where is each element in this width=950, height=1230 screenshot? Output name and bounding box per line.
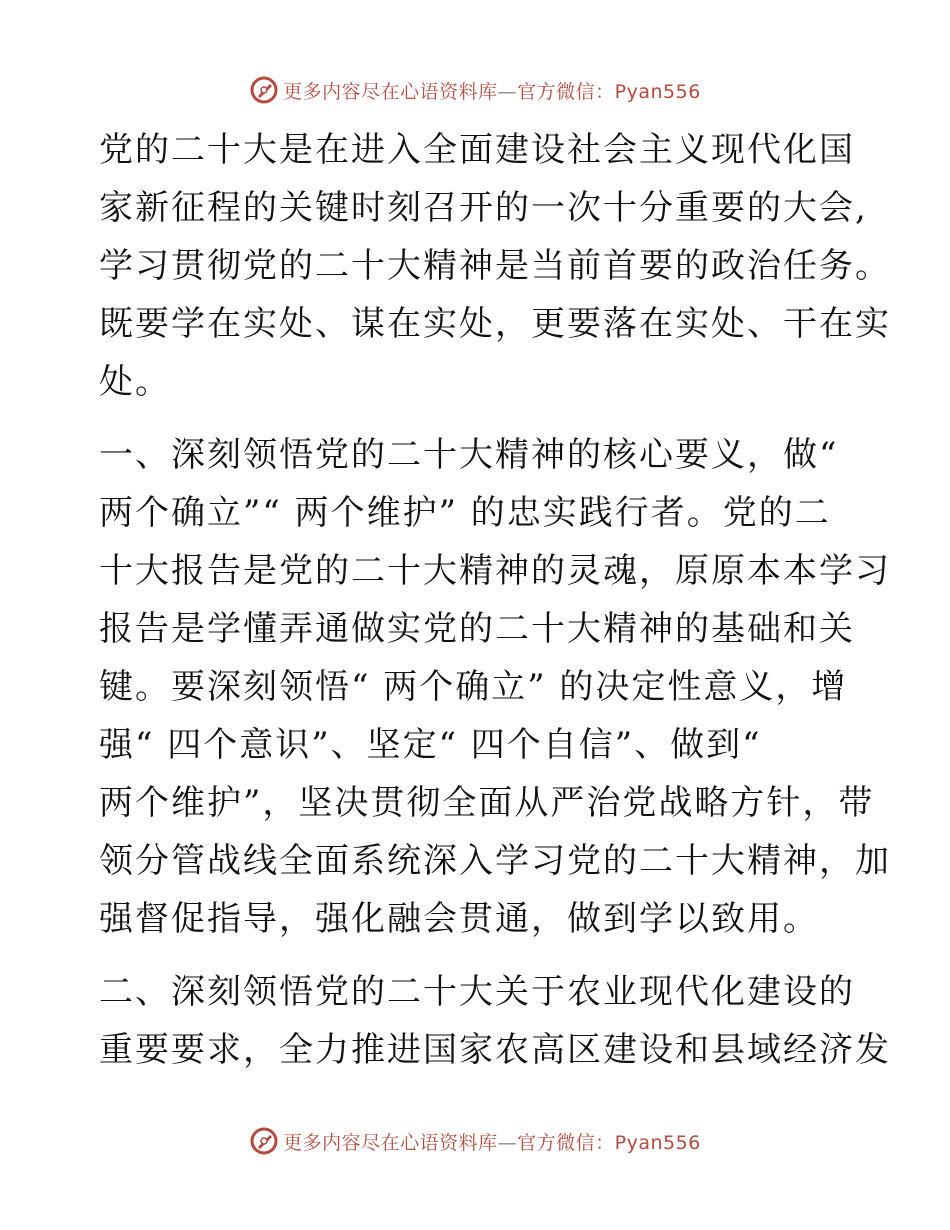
- text-line: 报告是学懂弄通做实党的二十大精神的基础和关: [99, 609, 855, 649]
- footer-banner: [0, 1121, 950, 1161]
- header-banner-sep: —: [497, 80, 518, 103]
- footer-banner-main: 更多内容尽在心语资料库: [283, 1131, 498, 1154]
- text-line: 二、深刻领悟党的二十大关于农业现代化建设的: [99, 972, 855, 1012]
- text-line: 两个确立”“ 两个维护” 的忠实践行者。党的二: [99, 493, 831, 533]
- text-line: 处。: [99, 362, 171, 402]
- text-line: 强督促指导，强化融会贯通，做到学以致用。: [99, 899, 819, 939]
- document-body: [99, 121, 891, 1079]
- header-banner: [0, 70, 950, 110]
- footer-banner-wechat: 官方微信：Pyan556: [517, 1131, 701, 1154]
- text-line: 家新征程的关键时刻召开的一次十分重要的大会,: [99, 188, 868, 228]
- text-line: 强“ 四个意识”、坚定“ 四个自信”、做到“: [99, 725, 762, 765]
- paragraph-section-1: [99, 426, 891, 948]
- footer-banner-sep: —: [497, 1131, 518, 1154]
- text-line: 键。要深刻领悟“ 两个确立” 的决定性意义，增: [99, 667, 848, 707]
- pen-logo-icon: [249, 75, 279, 105]
- text-line: 领分管战线全面系统深入学习党的二十大精神，加: [99, 841, 891, 881]
- pen-logo-icon: [249, 1126, 279, 1156]
- paragraph-intro: [99, 121, 891, 411]
- footer-banner-text: [283, 1128, 701, 1155]
- text-line: 党的二十大是在进入全面建设社会主义现代化国: [99, 130, 855, 170]
- paragraph-section-2: [99, 963, 891, 1079]
- text-line: 两个维护”，坚决贯彻全面从严治党战略方针，带: [99, 783, 875, 823]
- text-line: 十大报告是党的二十大精神的灵魂，原原本本学习: [99, 551, 891, 591]
- header-banner-text: [283, 77, 701, 104]
- text-line: 学习贯彻党的二十大精神是当前首要的政治任务。: [99, 246, 891, 286]
- header-banner-main: 更多内容尽在心语资料库: [283, 80, 498, 103]
- text-line: 一、深刻领悟党的二十大精神的核心要义，做“: [99, 435, 839, 475]
- header-banner-wechat: 官方微信：Pyan556: [517, 80, 701, 103]
- text-line: 既要学在实处、谋在实处，更要落在实处、干在实: [99, 304, 891, 344]
- text-line: 重要要求，全力推进国家农高区建设和县域经济发: [99, 1030, 891, 1070]
